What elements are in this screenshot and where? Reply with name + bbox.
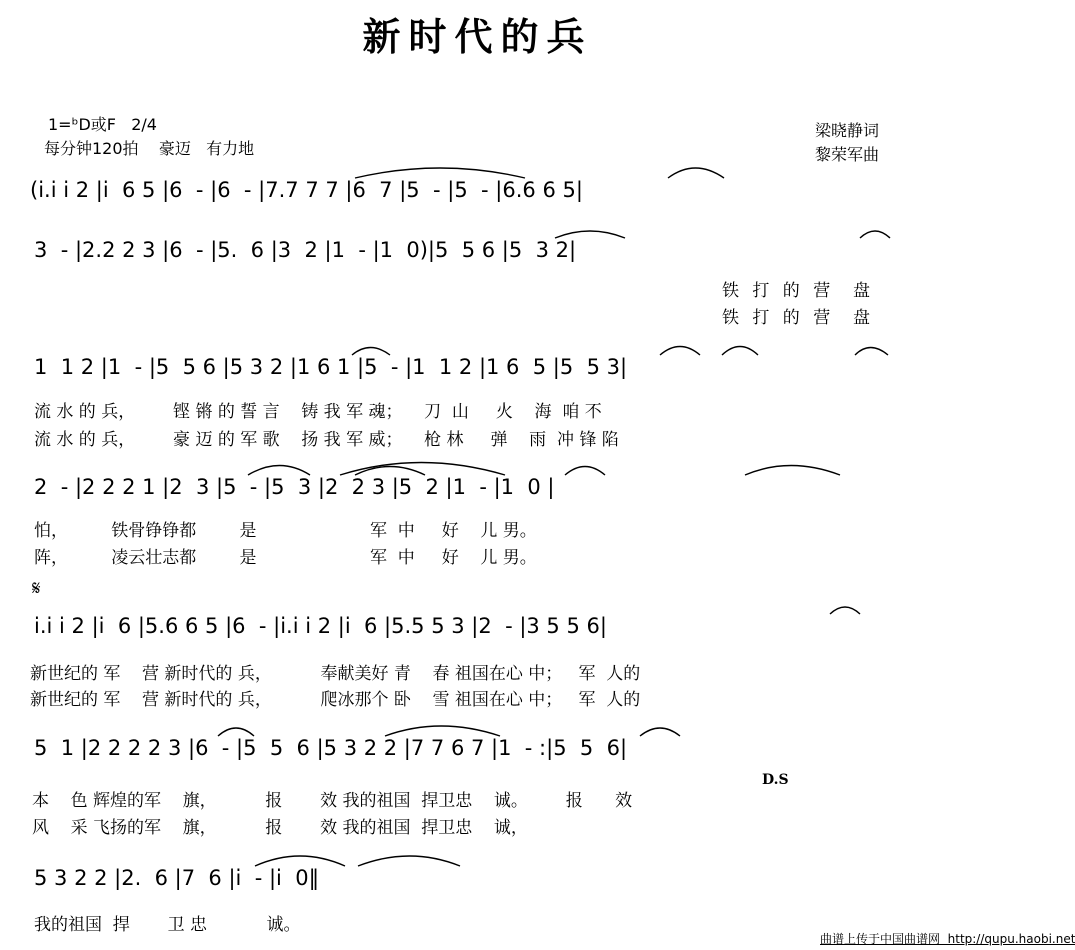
notation-line-7: 5 3 2 2 |2. 6 |7 6 |i - |i 0‖ xyxy=(34,866,320,890)
notation-line-3: 1 1 2 |1 - |5 5 6 |5 3 2 |1 6 1 |5 - |1 1 2 |1 6 5 |5 5 3| xyxy=(34,355,628,379)
notation-line-2: 3 - |2.2 2 3 |6 - |5. 6 |3 2 |1 - |1 0)|5 5 6 |5 3 2| xyxy=(34,238,577,262)
lyric-line-2-verse-1: 铁 打 的 营 盘 xyxy=(722,281,875,301)
segno-icon: 𝄋 xyxy=(32,576,41,600)
lyric-line-5-verse-1: 新世纪的 军 营 新时代的 兵， 奉献美好 青 春 祖国在心 中； 军 人的 xyxy=(30,664,641,684)
slur-group xyxy=(218,168,890,866)
notation-line-6: 5 1 |2 2 2 2 3 |6 - |5 5 6 |5 3 2 2 |7 7 6 7 |1 - :|5 5 6| xyxy=(34,736,628,760)
lyric-line-7-verse-1: 我的祖国 捍 卫 忠 诚。 xyxy=(34,915,301,935)
lyric-line-6-verse-2: 风 采 飞扬的军 旗， 报 效 我的祖国 捍卫忠 诚， xyxy=(32,818,528,838)
lyric-line-6-verse-1: 本 色 辉煌的军 旗， 报 效 我的祖国 捍卫忠 诚。 报 效 xyxy=(32,791,633,811)
ds-marking: D.S xyxy=(762,772,789,788)
lyric-line-3-verse-2: 流 水 的 兵， 豪 迈 的 军 歌 扬 我 军 威； 枪 林 弹 雨 冲 锋 陷 xyxy=(34,430,619,450)
notation-line-4: 2 - |2 2 2 1 |2 3 |5 - |5 3 |2 2 3 |5 2 |1 - |1 0 | xyxy=(34,475,555,499)
tempo-marking: 每分钟120拍 豪迈 有力地 xyxy=(44,139,255,158)
lyric-line-2-verse-2: 铁 打 的 营 盘 xyxy=(722,308,875,328)
song-title: 新时代的兵 xyxy=(362,14,593,59)
lyric-line-3-verse-1: 流 水 的 兵， 铿 锵 的 誓 言 铸 我 军 魂； 刀 山 火 海 咱 不 xyxy=(34,402,602,422)
lyric-line-4-verse-1: 怕， 铁骨铮铮都 是 军 中 好 儿 男。 xyxy=(34,521,537,541)
source-footer: 曲谱上传于中国曲谱网 http://qupu.haobi.net xyxy=(820,932,1075,946)
notation-line-1: (i.i i 2 |i 6 5 |6 - |6 - |7.7 7 7 |6 7 |5 - |5 - |6.6 6 5| xyxy=(30,178,583,202)
notation-line-5: i.i i 2 |i 6 |5.6 6 5 |6 - |i.i i 2 |i 6 |5.5 5 3 |2 - |3 5 5 6| xyxy=(34,614,607,638)
lyric-line-4-verse-2: 阵， 凌云壮志都 是 军 中 好 儿 男。 xyxy=(34,548,537,568)
composer-credit: 黎荣军曲 xyxy=(815,145,880,164)
lyricist-credit: 梁晓静词 xyxy=(815,121,880,140)
key-signature: 1=ᵇD或F 2/4 xyxy=(48,115,157,134)
lyric-line-5-verse-2: 新世纪的 军 营 新时代的 兵， 爬冰那个 卧 雪 祖国在心 中； 军 人的 xyxy=(30,690,641,710)
